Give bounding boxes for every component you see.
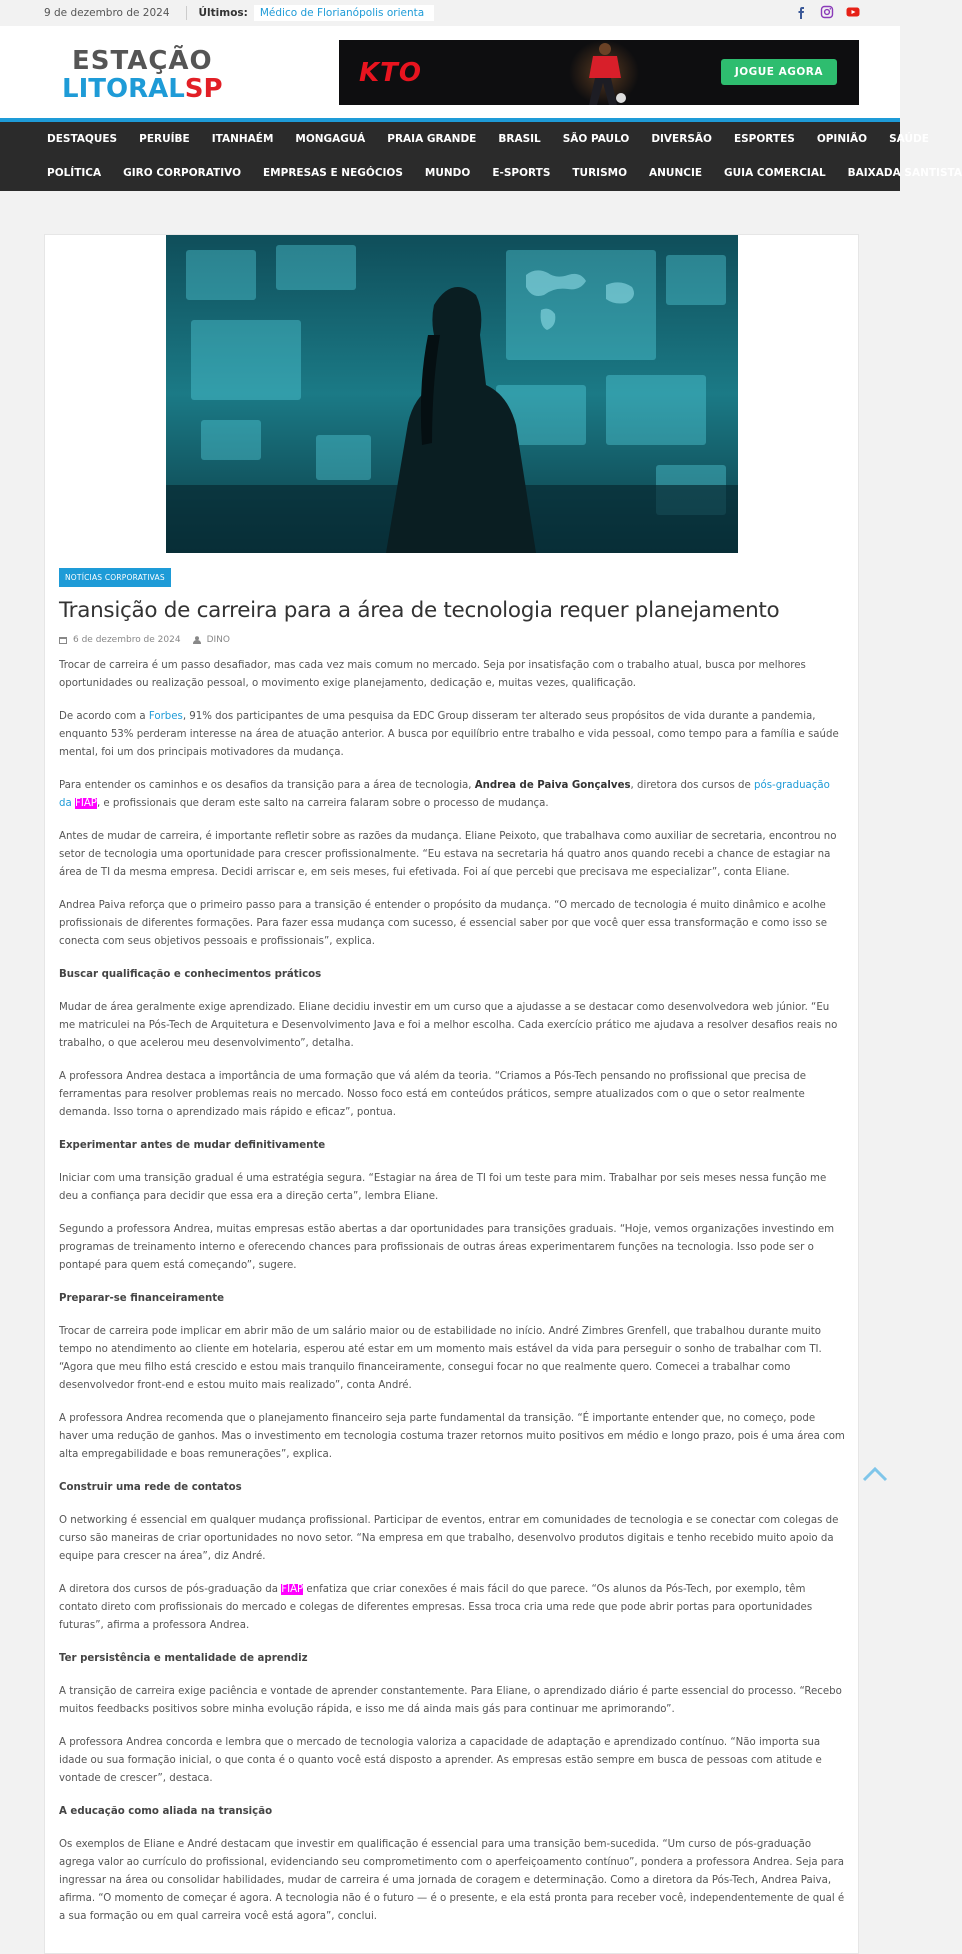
paragraph: Os exemplos de Eliane e André destacam que investir em qualificação é essencial para uma transição bem-sucedida. “Um curso de pós-graduação agrega valor ao currículo do profissional, evidenciando seu comprometimento com o aperfeiçoamento contínuo”, pondera a professora Andrea. Seja para ingressar na área ou consolidar habilidades, mudar de carreira é uma jornada de coragem e determinação. Como a diretora da Pós-Tech, Andrea Paiva, afirma. “O momento de começar é agora. A tecnologia não é o futuro — é o presente, e ela está pronta para receber você, independentemente de qual é a sua formação ou em qual carreira você está agora”, conclui.	[59, 1839, 845, 1922]
current-date: 9 de dezembro de 2024	[44, 7, 170, 19]
paragraph	[59, 777, 845, 813]
section-heading: Construir uma rede de contatos	[59, 1482, 242, 1493]
nav-row-1	[47, 122, 929, 156]
section-heading: Ter persistência e mentalidade de aprendiz	[59, 1653, 308, 1664]
section-heading: Buscar qualificação e conhecimentos práticos	[59, 969, 322, 980]
nav-item-anuncie[interactable]: ANUNCIE	[649, 167, 703, 179]
nav-item-itanhaém[interactable]: ITANHAÉM	[211, 133, 274, 145]
fiap-highlight: FIAP	[281, 1584, 304, 1595]
text: , 91% dos participantes de uma pesquisa da EDC Group disseram ter alterado seus propósitos de vida durante a pandemia, enquanto 53% perderam interesse na área de atuação anterior. A busca por equilíbrio entre trabalho e vida pessoal, como tempo para a família e saúde mental, foi um dos principais motivadores da mudança.	[59, 711, 839, 758]
text: Para entender os caminhos e os desafios da transição para a área de tecnologia,	[59, 780, 475, 791]
nav-item-giro-corporativo[interactable]: GIRO CORPORATIVO	[123, 167, 241, 179]
nav-item-política[interactable]: POLÍTICA	[47, 167, 102, 179]
paragraph: O networking é essencial em qualquer mudança profissional. Participar de eventos, entrar em comunidades de tecnologia e se conectar com colegas de curso são maneiras de criar oportunidades no novo setor. “Na empresa em que trabalho, desenvolvo produtos digitais e tenho recebido muito apoio da equipe para crescer na área”, diz André.	[59, 1515, 839, 1562]
paragraph: Trocar de carreira pode implicar em abrir mão de um salário maior ou de estabilidade no início. André Zimbres Grenfell, que trabalhou durante muito tempo no atendimento ao cliente em hotelaria, esperou até estar em um momento mais estável da vida para perseguir o sonho de trabalhar com TI. “Agora que meu filho está crescido e estou mais tranquilo financeiramente, consegui focar no que realmente quero. Comecei a trabalhar como desenvolvedor front-end e estou muito mais realizado”, conta André.	[59, 1326, 822, 1391]
latest-label: Últimos:	[198, 7, 248, 19]
main-navigation	[0, 122, 962, 191]
social-links	[794, 5, 860, 19]
link-text: pós-graduação da	[59, 780, 830, 809]
nav-item-mongaguá[interactable]: MONGAGUÁ	[295, 133, 366, 145]
section-heading: Experimentar antes de mudar definitivamente	[59, 1140, 326, 1151]
nav-row-2	[47, 156, 962, 190]
section-heading: Preparar-se financeiramente	[59, 1293, 225, 1304]
top-bar	[0, 0, 900, 26]
ad-banner[interactable]	[339, 40, 859, 105]
article-date[interactable]: 6 de dezembro de 2024	[73, 635, 181, 645]
category-badge[interactable]: NOTÍCIAS CORPORATIVAS	[59, 568, 171, 587]
section-heading: A educação como aliada na transição	[59, 1806, 273, 1817]
nav-item-baixada-santista[interactable]: BAIXADA SANTISTA	[847, 167, 962, 179]
forbes-link[interactable]: Forbes	[148, 711, 183, 722]
site-header	[0, 26, 900, 122]
player-image	[569, 40, 639, 105]
banner-cta-button[interactable]: JOGUE AGORA	[721, 59, 837, 85]
article-title: Transição de carreira para a área de tecnologia requer planejamento	[59, 598, 780, 623]
paragraph: Trocar de carreira é um passo desafiador, mas cada vez mais comum no mercado. Seja por insatisfação com o trabalho atual, busca por melhores oportunidades ou realização pessoal, o movimento exige planejamento, dedicação e, muitas vezes, qualificação.	[59, 660, 806, 689]
text: De acordo com a	[59, 711, 149, 722]
nav-item-esportes[interactable]: ESPORTES	[733, 133, 795, 145]
paragraph: Segundo a professora Andrea, muitas empresas estão abertas a dar oportunidades para transições graduais. “Hoje, vemos organizações investindo em programas de treinamento interno e oferecendo chances para profissionais de outras áreas experimentarem funções na tecnologia. Isso pode ser o pontapé para quem está começando”, sugere.	[59, 1224, 835, 1271]
facebook-icon[interactable]	[794, 5, 808, 19]
logo-litoral: LITORAL	[62, 74, 185, 104]
youtube-icon[interactable]	[846, 5, 860, 19]
nav-item-brasil[interactable]: BRASIL	[498, 133, 541, 145]
logo-line-1: ESTAÇÃO	[72, 46, 213, 76]
site-logo[interactable]	[62, 48, 223, 102]
divider	[186, 6, 187, 20]
paragraph	[59, 1581, 845, 1635]
logo-line-2	[62, 76, 223, 102]
paragraph	[59, 708, 845, 762]
paragraph: Mudar de área geralmente exige aprendizado. Eliane decidiu investir em um curso que a ajudasse a se destacar como desenvolvedora web júnior. “Eu me matriculei na Pós-Tech de Arquitetura e Desenvolvimento Java e foi a melhor escolha. Cada exercício prático me ajudava a resolver desafios reais no trabalho, o que acelerou meu desenvolvimento”, detalha.	[59, 1002, 838, 1049]
fiap-highlight: FIAP	[74, 798, 97, 809]
article-author[interactable]: DINO	[206, 635, 230, 645]
nav-item-opinião[interactable]: OPINIÃO	[816, 133, 868, 145]
text: , e profissionais que deram este salto na carreira falaram sobre o processo de mudança.	[96, 798, 549, 809]
article-meta	[59, 635, 230, 645]
instagram-icon[interactable]	[820, 5, 834, 19]
nav-item-são-paulo[interactable]: SÃO PAULO	[562, 133, 630, 145]
latest-news-ticker[interactable]: Médico de Florianópolis orienta	[254, 5, 434, 21]
article-body	[59, 657, 845, 1941]
user-icon	[193, 636, 201, 644]
paragraph: A professora Andrea recomenda que o planejamento financeiro seja parte fundamental da transição. “É importante entender que, no começo, pode haver uma redução de ganhos. Mas o investimento em tecnologia costuma trazer retornos muito positivos em médio e longo prazo, pois é uma área com alta empregabilidade e boas remunerações”, explica.	[59, 1413, 845, 1460]
paragraph: Antes de mudar de carreira, é importante refletir sobre as razões da mudança. Eliane Peixoto, que trabalhava como auxiliar de secretaria, encontrou no setor de tecnologia uma oportunidade para crescer profissionalmente. “Eu estava na secretaria há quatro anos quando recebi a chance de estagiar na área de TI da mesma empresa. Decidi arriscar e, em seis meses, fui efetivada. Foi aí que percebi que precisava me especializar”, conta Eliane.	[59, 831, 837, 878]
article-hero-image	[166, 235, 738, 553]
nav-item-peruíbe[interactable]: PERUÍBE	[139, 133, 190, 145]
banner-brand: KTO	[359, 58, 422, 88]
scroll-to-top-icon[interactable]	[862, 1466, 888, 1482]
paragraph: A professora Andrea concorda e lembra que o mercado de tecnologia valoriza a capacidade de adaptação e aprendizado contínuo. “Não importa sua idade ou sua formação inicial, o que conta é o quanto você está disposto a aprender. As empresas estão sempre em busca de pessoas com atitude e vontade de crescer”, destaca.	[59, 1737, 822, 1784]
calendar-icon	[59, 636, 67, 644]
nav-item-empresas-e-negócios[interactable]: EMPRESAS E NEGÓCIOS	[263, 167, 403, 179]
text: A diretora dos cursos de pós-graduação da	[59, 1584, 282, 1595]
text: enfatiza que criar conexões é mais fácil do que parece. “Os alunos da Pós-Tech, por exemplo, têm contato direto com profissionais do mercado e colegas de diferentes empresas. Essa troca cria uma rede que pode abrir portas para oportunidades futuras”, afirma a professora Andrea.	[59, 1584, 813, 1631]
paragraph: Andrea Paiva reforça que o primeiro passo para a transição é entender o propósito da mudança. “O mercado de tecnologia é muito dinâmico e acolhe profissionais de diferentes formações. Para fazer essa mudança com sucesso, é essencial saber por que você quer essa transformação e como isso se conecta com seus objetivos pessoais e profissionais”, explica.	[59, 900, 827, 947]
nav-item-guia-comercial[interactable]: GUIA COMERCIAL	[724, 167, 826, 179]
nav-item-mundo[interactable]: MUNDO	[424, 167, 471, 179]
nav-item-turismo[interactable]: TURISMO	[572, 167, 628, 179]
paragraph: A professora Andrea destaca a importância de uma formação que vá além da teoria. “Criamos a Pós-Tech pensando no profissional que precisa de ferramentas para resolver problemas reais no mercado. Nosso foco está em conteúdos práticos, sempre atualizados com o que o setor realmente demanda. Isso torna o aprendizado mais rápido e eficaz”, pontua.	[59, 1071, 806, 1118]
article-card	[44, 234, 859, 1954]
nav-item-destaques[interactable]: DESTAQUES	[47, 133, 118, 145]
paragraph: A transição de carreira exige paciência e vontade de aprender constantemente. Para Eliane, o aprendizado diário é parte essencial do processo. “Recebo muitos feedbacks positivos sobre minha evolução rápida, e isso me dá ainda mais gás para continuar me aprimorando”.	[59, 1686, 842, 1715]
text: , diretora dos cursos de	[630, 780, 755, 791]
nav-item-praia-grande[interactable]: PRAIA GRANDE	[387, 133, 477, 145]
paragraph: Iniciar com uma transição gradual é uma estratégia segura. “Estagiar na área de TI foi um teste para mim. Trabalhar por seis meses nessa função me deu a confiança para decidir que essa era a direção certa”, lembra Eliane.	[59, 1173, 827, 1202]
nav-item-saúde[interactable]: SAÚDE	[889, 133, 929, 145]
nav-item-e-sports[interactable]: E-SPORTS	[492, 167, 551, 179]
bold-name: Andrea de Paiva Gonçalves	[474, 780, 631, 791]
logo-sp: SP	[184, 74, 223, 104]
nav-item-diversão[interactable]: DIVERSÃO	[651, 133, 712, 145]
